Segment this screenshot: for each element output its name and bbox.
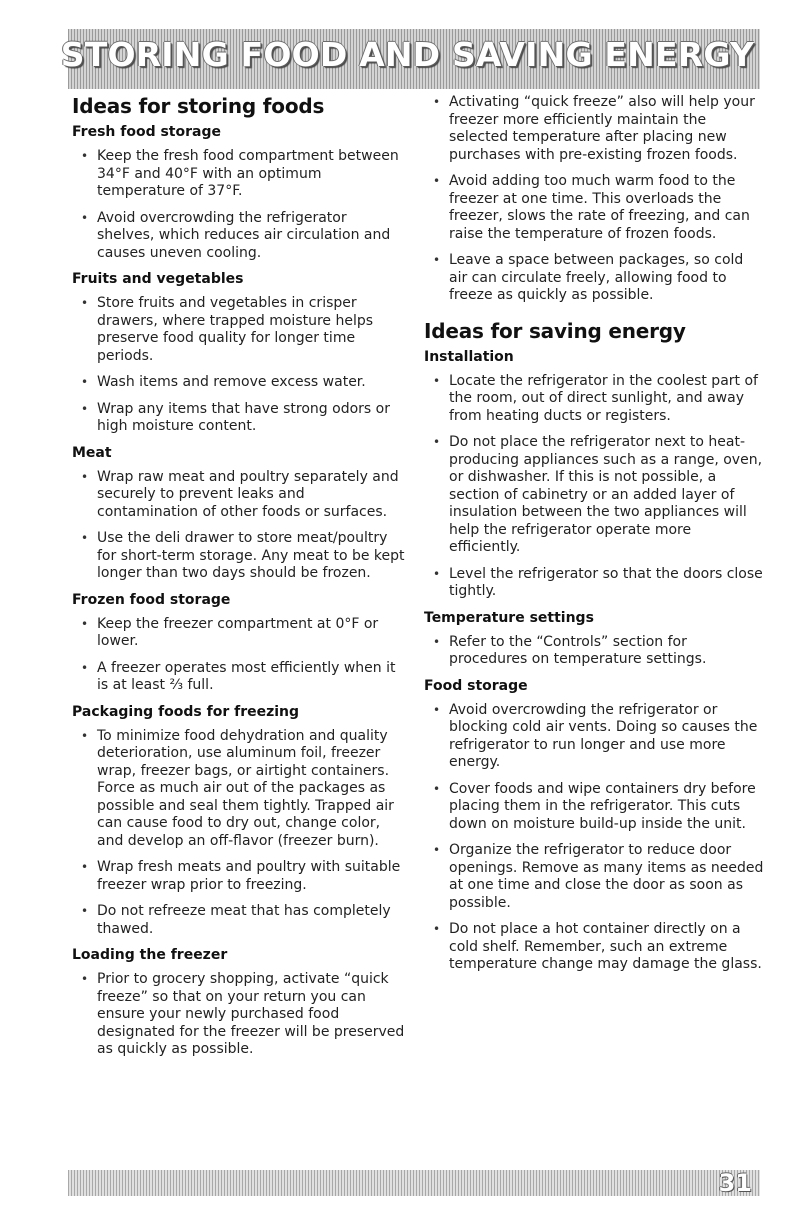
list-item: • Wrap any items that have strong odors or high moisture content. — [72, 401, 407, 436]
footer-band — [68, 1170, 760, 1196]
list-item: • Leave a space between packages, so cold air can circulate freely, allowing food to freeze as quickly as possible. — [424, 252, 764, 305]
right-column — [424, 94, 764, 983]
list-item: • Wrap fresh meats and poultry with suitable freezer wrap prior to freezing. — [72, 859, 407, 894]
list-fresh-food — [72, 148, 407, 262]
subheading-fruits-vegetables: Fruits and vegetables — [72, 271, 244, 287]
list-item: • Organize the refrigerator to reduce door openings. Remove as many items as needed at one time and close the door as soon as possible. — [424, 842, 764, 912]
list-item: • A freezer operates most efficiently when it is at least ⅔ full. — [72, 660, 407, 695]
subheading-packaging: Packaging foods for freezing — [72, 703, 300, 720]
list-item: • Refer to the “Controls” section for procedures on temperature settings. — [424, 634, 764, 669]
list-item: • Activating “quick freeze” also will help your freezer more efficiently maintain the selected temperature after placing new purchases with pre-existing frozen foods. — [424, 94, 764, 164]
list-loading-freezer-part1 — [72, 971, 407, 1059]
page-number: 31 — [718, 1169, 752, 1197]
list-item: • Cover foods and wipe containers dry before placing them in the refrigerator. This cuts down on moisture build-up inside the unit. — [424, 781, 764, 834]
page-title: STORING FOOD AND SAVING ENERGY — [60, 35, 754, 74]
list-item: • Wash items and remove excess water. — [72, 374, 407, 392]
list-fruits-vegetables — [72, 295, 407, 436]
list-item: • Prior to grocery shopping, activate “quick freeze” so that on your return you can ensure your newly purchased food designated for the freezer will be preserved as quickly as possible. — [72, 971, 407, 1059]
subheading-fresh-food: Fresh food storage — [72, 124, 221, 140]
list-item: • Keep the freezer compartment at 0°F or lower. — [72, 616, 407, 651]
list-item: • Level the refrigerator so that the doors close tightly. — [424, 566, 764, 601]
list-item: • Do not place a hot container directly on a cold shelf. Remember, such an extreme temperature change may damage the glass. — [424, 921, 764, 974]
list-installation — [424, 373, 764, 601]
list-item: • Wrap raw meat and poultry separately and securely to prevent leaks and contamination of other foods or surfaces. — [72, 469, 407, 522]
subheading-temperature: Temperature settings — [424, 609, 594, 626]
section-title-storing: Ideas for storing foods — [72, 94, 325, 118]
list-item: • Keep the fresh food compartment between 34°F and 40°F with an optimum temperature of 37°F. — [72, 148, 407, 201]
list-item: • Do not place the refrigerator next to heat-producing appliances such as a range, oven, or dishwasher. If this is not possible, a section of cabinetry or an added layer of insulation between the two appliances will help the refrigerator operate more efficiently. — [424, 434, 764, 557]
list-frozen-food — [72, 616, 407, 695]
list-item: • Store fruits and vegetables in crisper drawers, where trapped moisture helps preserve food quality for longer time periods. — [72, 295, 407, 365]
list-item: • Avoid overcrowding the refrigerator shelves, which reduces air circulation and causes uneven cooling. — [72, 210, 407, 263]
list-item: • To minimize food dehydration and quality deterioration, use aluminum foil, freezer wrap, freezer bags, or airtight containers. Force as much air out of the packages as possible and seal them tightly. Trapped air can cause food to dry out, change color, and develop an off-flavor (freezer burn). — [72, 728, 407, 851]
section-title-energy: Ideas for saving energy — [424, 318, 686, 343]
subheading-installation: Installation — [424, 348, 514, 365]
list-item: • Avoid adding too much warm food to the freezer at one time. This overloads the freezer, slows the rate of freezing, and can raise the temperature of frozen foods. — [424, 173, 764, 243]
list-item: • Locate the refrigerator in the coolest part of the room, out of direct sunlight, and away from heating ducts or registers. — [424, 373, 764, 426]
list-packaging — [72, 728, 407, 939]
left-column — [72, 94, 407, 1068]
list-item: • Do not refreeze meat that has completely thawed. — [72, 903, 407, 938]
list-item: • Avoid overcrowding the refrigerator or blocking cold air vents. Doing so causes the refrigerator to run longer and use more energy. — [424, 702, 764, 772]
list-food-storage — [424, 702, 764, 974]
list-loading-freezer-part2 — [424, 94, 764, 305]
list-item: • Use the deli drawer to store meat/poultry for short-term storage. Any meat to be kept longer than two days should be frozen. — [72, 530, 407, 583]
subheading-frozen-food: Frozen food storage — [72, 591, 231, 608]
subheading-food-storage: Food storage — [424, 677, 528, 694]
subheading-meat: Meat — [72, 444, 112, 461]
list-meat — [72, 469, 407, 583]
subheading-loading-freezer: Loading the freezer — [72, 947, 228, 963]
header-banner — [60, 29, 760, 89]
list-temperature — [424, 634, 764, 669]
